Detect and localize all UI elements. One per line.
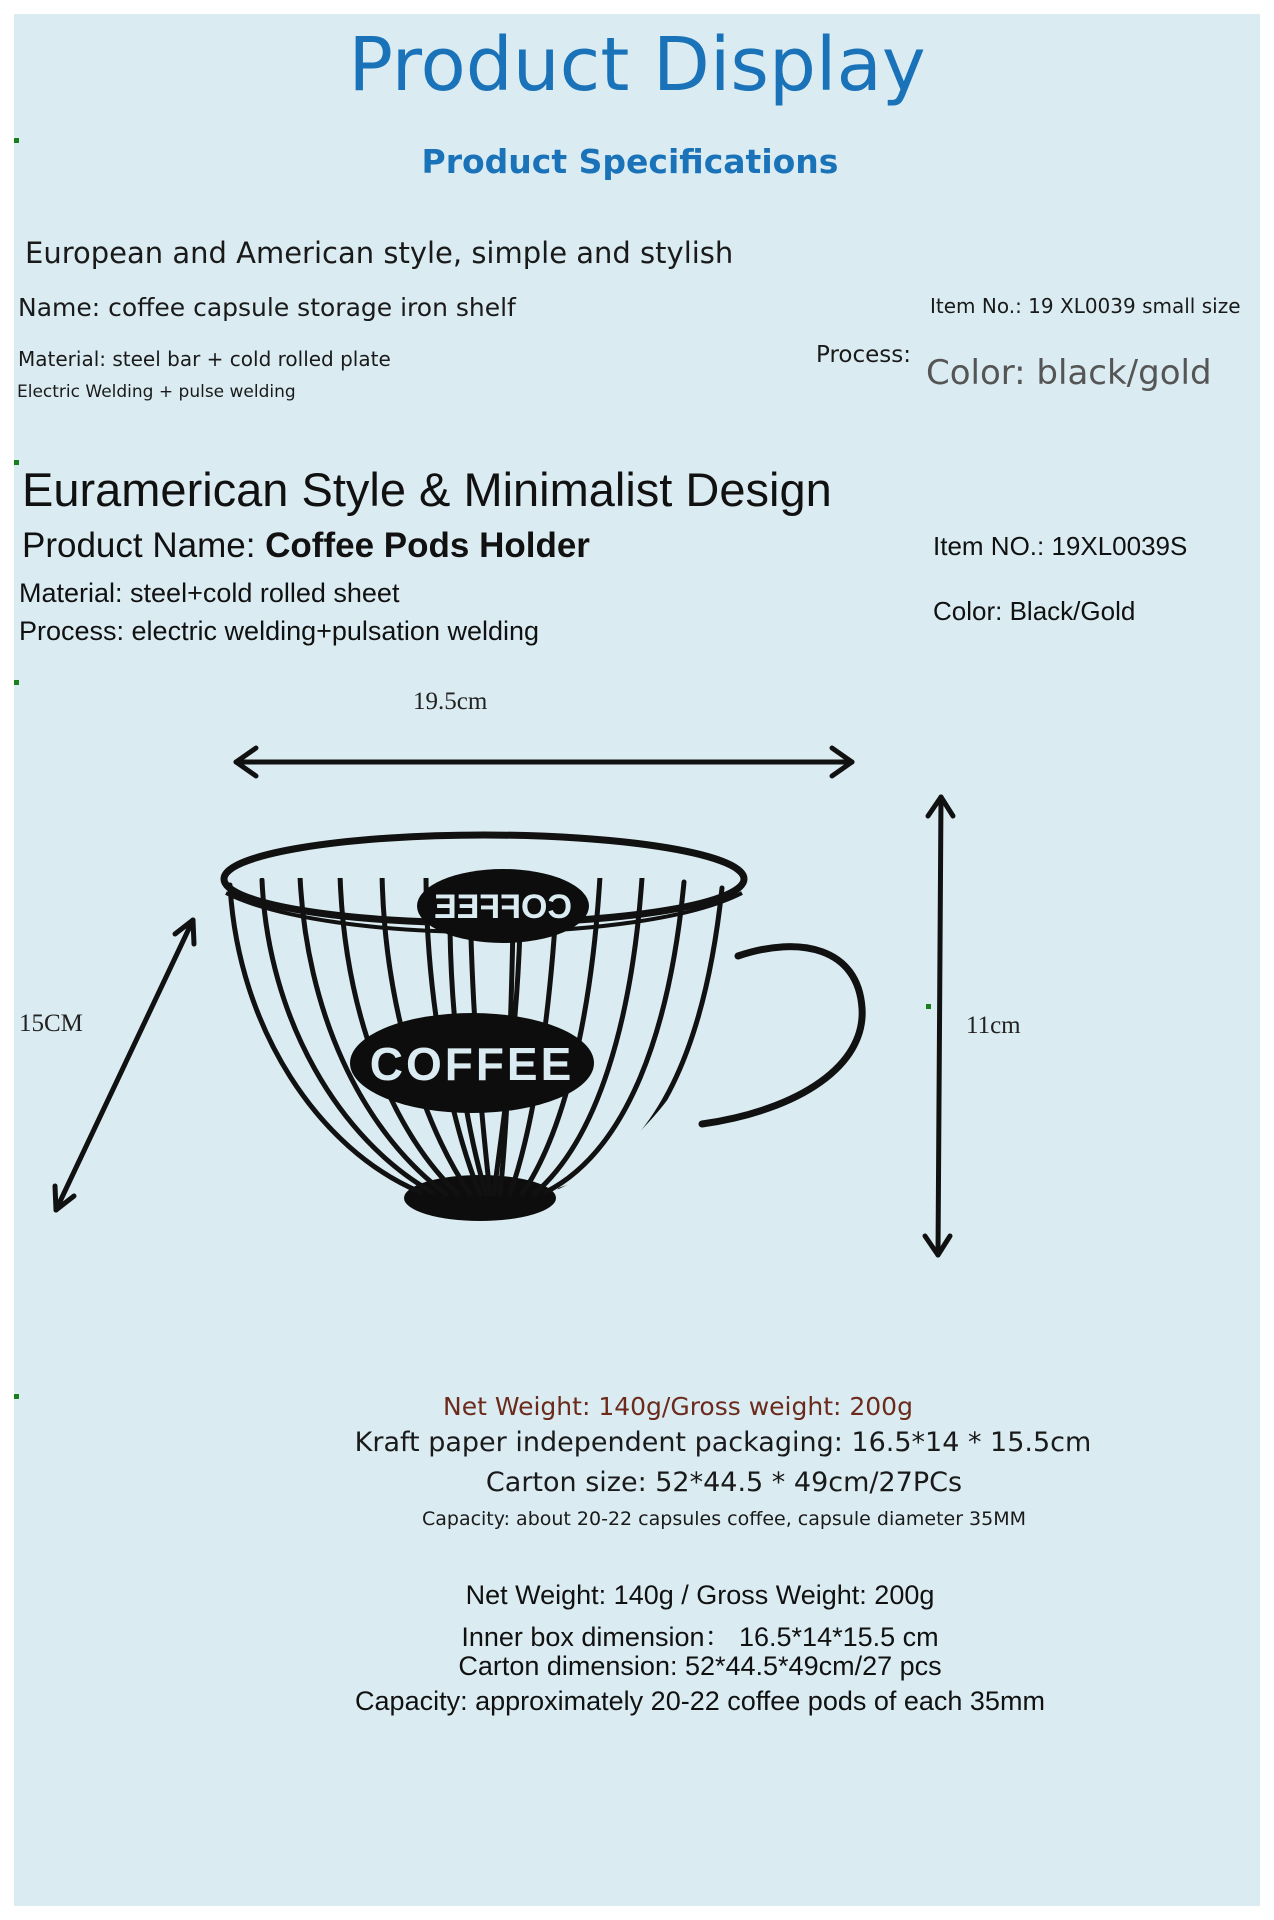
carton-dimension-line: Carton dimension: 52*44.5*49cm/27 pcs bbox=[458, 1651, 942, 1681]
section-subtitle: Product Specifications bbox=[421, 142, 839, 181]
width-arrow bbox=[236, 748, 852, 776]
product-name-prefix: Product Name: bbox=[22, 526, 266, 565]
cup-handle bbox=[702, 947, 862, 1124]
item-number-line: Item No.: 19 XL0039 small size bbox=[930, 294, 1241, 318]
material-line: Material: steel bar + cold rolled plate bbox=[18, 347, 391, 371]
width-dimension-label: 19.5cm bbox=[413, 688, 488, 715]
process-en: Process: electric welding+pulsation welding bbox=[19, 616, 540, 646]
color-line: Color: black/gold bbox=[926, 353, 1212, 393]
back-coffee-label: COFFEE bbox=[434, 888, 572, 926]
product-name-value: Coffee Pods Holder bbox=[265, 526, 590, 565]
carton-size-line: Carton size: 52*44.5 * 49cm/27PCs bbox=[485, 1467, 963, 1498]
inner-box-line: Inner box dimension： 16.5*14*15.5 cm bbox=[461, 1622, 939, 1652]
capacity-line: Capacity: about 20-22 capsules coffee, capsule diameter 35MM bbox=[421, 1508, 1027, 1530]
color-en: Color: Black/Gold bbox=[933, 596, 1136, 626]
capacity-line-en: Capacity: approximately 20-22 coffee pods of each 35mm bbox=[355, 1686, 1045, 1716]
kraft-packaging-line: Kraft paper independent packaging: 16.5*14 * 15.5cm bbox=[354, 1427, 1092, 1458]
height-dimension-label: 11cm bbox=[966, 1012, 1021, 1039]
process-value-line: Electric Welding + pulse welding bbox=[17, 382, 296, 402]
process-label: Process: bbox=[816, 342, 911, 368]
diagonal-dimension-label: 15CM bbox=[19, 1010, 83, 1037]
product-name-line: Name: coffee capsule storage iron shelf bbox=[18, 293, 516, 322]
front-coffee-plate bbox=[350, 1013, 594, 1113]
page-title: Product Display bbox=[348, 22, 926, 108]
front-coffee-label: COFFEE bbox=[369, 1038, 575, 1090]
height-arrow bbox=[925, 797, 953, 1255]
diagonal-arrow bbox=[55, 920, 194, 1210]
weight-line: Net Weight: 140g/Gross weight: 200g bbox=[443, 1392, 913, 1421]
weight-line-en: Net Weight: 140g / Gross Weight: 200g bbox=[465, 1580, 935, 1610]
style-line: European and American style, simple and stylish bbox=[25, 236, 734, 270]
item-number-en: Item NO.: 19XL0039S bbox=[933, 531, 1188, 561]
material-en: Material: steel+cold rolled sheet bbox=[19, 578, 400, 608]
back-coffee-plate bbox=[417, 869, 589, 943]
design-headline: Euramerican Style & Minimalist Design bbox=[22, 463, 832, 516]
